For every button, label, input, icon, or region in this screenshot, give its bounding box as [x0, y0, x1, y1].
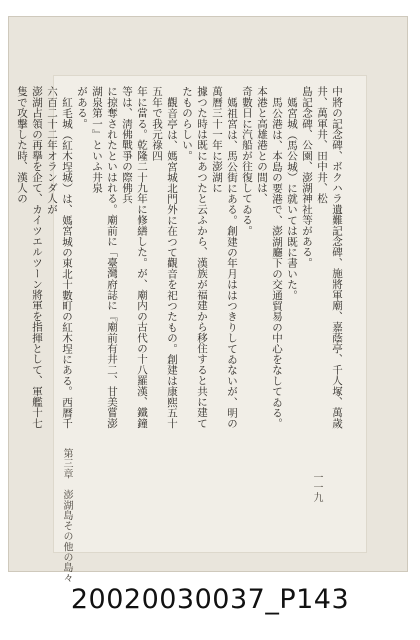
body-text [16, 86, 344, 438]
image-caption: 20020030037_P143 [70, 584, 350, 615]
text-line: 紅毛城（紅木埕城）は、媽宮城の東北十數町の紅木埕にある。西曆千六百二十二年オランダ人が [46, 86, 73, 429]
text-line: がある。 [76, 86, 88, 129]
text-line: 媽祖宮は、馬公街にある。創建の年月ははつきりしてゐないが、明の萬曆三十一年に澎湖に [211, 86, 238, 429]
text-line: 據つた時は既にあつたと云ふから、漢族が福建から移住すると共に建てたものらしい。 [181, 86, 208, 429]
text-line: 馬公港は、本島の要港で、澎湖廳下の交通貿易の中心をなしてゐる。本港と高雄港との間は、 [256, 86, 283, 429]
text-line: 媽宮城（馬公城）に就いては既に書いた。 [286, 96, 298, 300]
text-line: 中將の記念碑、ボクハラ遺難記念碑、施將軍廟、嘉蔭亭、千人塚、萬歲井、萬軍井、田中井、松 [316, 86, 343, 429]
text-line: 奇數日に汽船が往復してゐる。 [241, 86, 253, 236]
running-header: 第三章 澎湖島その他の島々 [61, 448, 72, 584]
text-line: 觀音亭は、媽宮城北門外に在つて觀音を祀つたもの。創建は康熙五十五年で我元祿四 [151, 86, 178, 429]
text-line: 澎湖占領の再擧を企て、カイツエルツーン將軍を指揮として、軍艦十七隻で攻擊した時、漢人の [16, 86, 43, 429]
text-line: に掠奪されたといはれる。廟前に「臺灣府誌に『廟前有井二、甘美嘗澎湖泉第一』といふ井泉 [91, 86, 118, 429]
text-line: 年に當る。乾隆二十九年に修繕した。が、廟内の古代の十八羅漢、鐵鐘等は、淸佛戰爭の際佛兵 [121, 86, 148, 429]
page-number: 一一九 [311, 472, 322, 502]
text-line: 島記念碑、公園、澎湖神社等がある。 [301, 86, 313, 268]
